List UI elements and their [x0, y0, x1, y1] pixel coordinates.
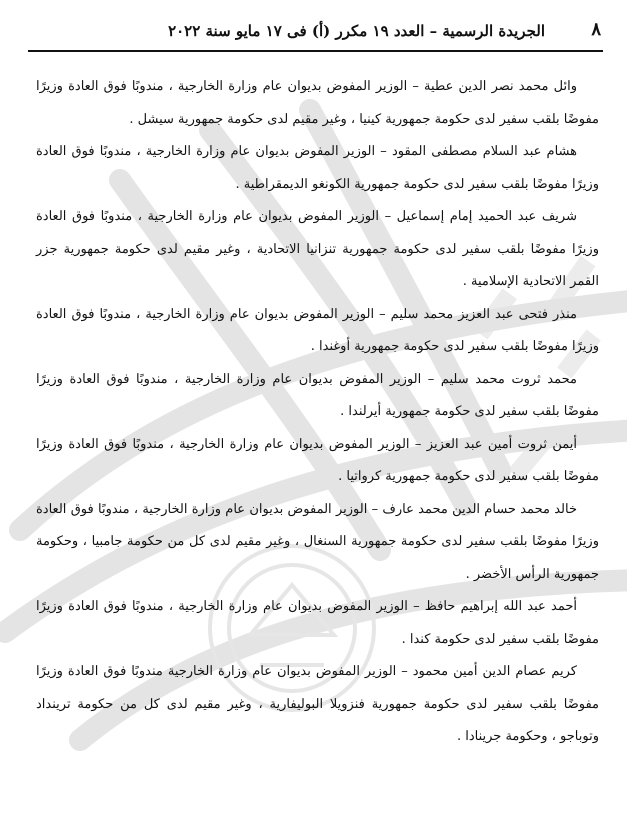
decree-entry: [36, 364, 599, 429]
decree-entry: [36, 494, 599, 592]
entry-text: هشام عبد السلام مصطفى المقود – الوزير المفوض بديوان عام وزارة الخارجية ، مندوبًا فوق العادة وزيرًا مفوضًا بلقب سفير لدى حكومة جمهورية الكونغو الديمقراطية .: [36, 144, 599, 192]
decree-entry: [36, 429, 599, 494]
running-head: الجريدة الرسمية – العدد ١٩ مكرر (أ) فى ١٧ مايو سنة ٢٠٢٢: [168, 22, 545, 40]
decree-entry: [36, 656, 599, 754]
entry-text: أيمن ثروت أمين عبد العزيز – الوزير المفوض بديوان عام وزارة الخارجية ، مندوبًا فوق العادة وزيرًا مفوضًا بلقب سفير لدى حكومة جمهورية كرواتيا .: [36, 436, 599, 484]
entry-text: وائل محمد نصر الدين عطية – الوزير المفوض بديوان عام وزارة الخارجية ، مندوبًا فوق العادة وزيرًا مفوضًا بلقب سفير لدى حكومة جمهورية كينيا ، وغير مقيم لدى حكومة جمهورية سيشل .: [36, 79, 599, 127]
decree-entry: [36, 71, 599, 136]
entry-text: محمد ثروت محمد سليم – الوزير المفوض بديوان عام وزارة الخارجية ، مندوبًا فوق العادة وزيرًا مفوضًا بلقب سفير لدى حكومة جمهورية أيرلندا .: [36, 371, 599, 419]
page-number: ٨: [591, 19, 601, 40]
entry-text: كريم عصام الدين أمين محمود – الوزير المفوض بديوان عام وزارة الخارجية مندوبًا فوق العادة وزيرًا مفوضًا بلقب سفير لدى حكومة جمهورية فنزويلا البوليفارية ، وغير مقيم لدى كل من حكومة ترينداد وتوباجو ، وحكومة جرينادا .: [36, 664, 600, 744]
entry-text: أحمد عبد الله إبراهيم حافظ – الوزير المفوض بديوان عام وزارة الخارجية ، مندوبًا فوق العادة وزيرًا مفوضًا بلقب سفير لدى حكومة كندا .: [36, 599, 599, 647]
entry-text: شريف عبد الحميد إمام إسماعيل – الوزير المفوض بديوان عام وزارة الخارجية ، مندوبًا فوق العادة وزيرًا مفوضًا بلقب سفير لدى حكومة جمهورية تنزانيا الاتحادية ، وغير مقيم لدى حكومة جمهورية جزر القمر الاتحادية الإسلامية .: [36, 209, 599, 289]
decree-entry: [36, 201, 599, 299]
decree-entry: [36, 591, 599, 656]
decree-text: [36, 71, 599, 754]
gazette-header: [28, 16, 603, 52]
decree-entry: [36, 299, 599, 364]
decree-entry: [36, 136, 599, 201]
entry-text: خالد محمد حسام الدين محمد عارف – الوزير المفوض بديوان عام وزارة الخارجية ، مندوبًا فوق العادة وزيرًا مفوضًا بلقب سفير لدى حكومة جمهورية السنغال ، وغير مقيم لدى كل من حكومة جامبيا ، وحكومة جمهورية الرأس الأخضر .: [36, 501, 599, 582]
entry-text: منذر فتحى عبد العزيز محمد سليم – الوزير المفوض بديوان عام وزارة الخارجية ، مندوبًا فوق العادة وزيرًا مفوضًا بلقب سفير لدى حكومة جمهورية أوغندا .: [36, 306, 599, 354]
